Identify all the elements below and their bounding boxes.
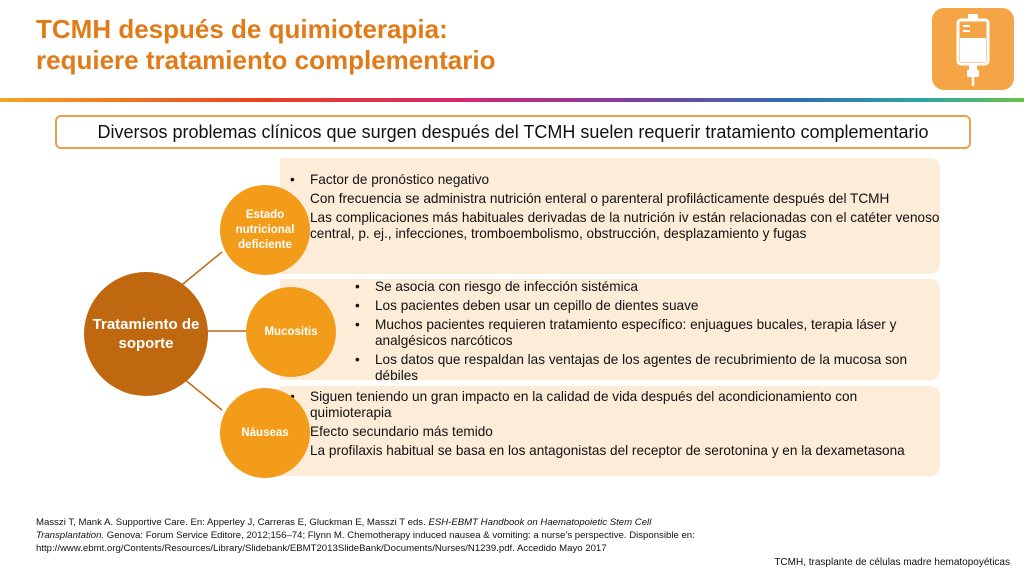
reference-text-2: Genova: Forum Service Editore, 2012;156–74; Flynn M. Chemotherapy induced nausea & vomiting: a nurse’s perspective. Disponsible en: http://www.ebmt.org/Contents/Resources/Library/Slidebank/EBMT2013SlideBank/Documents/Nurses/N1239.pdf. Accedido Mayo 2017 — [36, 530, 695, 554]
list-item: • Los pacientes deben usar un cepillo de dientes suave — [375, 298, 940, 314]
list-item: • La profilaxis habitual se basa en los antagonistas del receptor de serotonina y en la dexametasona — [310, 443, 940, 459]
list-nutrition — [280, 158, 940, 242]
reference-book-title: ESH-EBMT Handbook on Haematopoietic Stem Cell Transplantation. — [36, 517, 652, 541]
reference-text-1: Masszi T, Mank A. Supportive Care. En: Apperley J, Carreras E, Gluckman E, Masszi T eds. — [36, 517, 429, 528]
node-mucositis-label: Mucositis — [264, 325, 318, 338]
panel-nausea — [280, 386, 940, 476]
list-item: • Efecto secundario más temido — [310, 424, 940, 440]
center-node — [84, 272, 208, 396]
list-item: • Factor de pronóstico negativo — [310, 172, 940, 188]
node-nausea-label: Náuseas — [241, 426, 289, 439]
abbreviation-note: TCMH, trasplante de células madre hematopoyéticas — [774, 557, 1010, 568]
references — [36, 516, 696, 555]
list-item: • Con frecuencia se administra nutrición enteral o parenteral profilácticamente después del TCMH — [310, 191, 940, 207]
node-mucositis — [246, 287, 336, 377]
intro-banner: Diversos problemas clínicos que surgen después del TCMH suelen requerir tratamiento complementario — [55, 115, 971, 149]
list-mucositis — [280, 279, 940, 384]
list-item: • Se asocia con riesgo de infección sistémica — [375, 279, 940, 295]
panel-nutrition — [280, 158, 940, 274]
node-nausea — [220, 388, 310, 478]
node-nutrition — [220, 185, 310, 275]
center-node-label: Tratamiento de soporte — [92, 316, 200, 352]
node-nutrition-label: Estado nutricional deficiente — [235, 208, 295, 251]
list-item: • Siguen teniendo un gran impacto en la calidad de vida después del acondicionamiento con quimioterapia — [310, 389, 940, 421]
panel-mucositis — [280, 279, 940, 383]
list-item: • Los datos que respaldan las ventajas de los agentes de recubrimiento de la mucosa son débiles — [375, 352, 940, 384]
title-line-2: requiere tratamiento complementario — [36, 45, 496, 75]
list-item: • Muchos pacientes requieren tratamiento específico: enjuagues bucales, terapia láser y analgésicos narcóticos — [375, 317, 940, 349]
list-item: • Las complicaciones más habituales derivadas de la nutrición iv están relacionadas con el catéter venoso central, p. ej., infecciones, tromboembolismo, obstrucción, desplazamiento y fugas — [310, 210, 940, 242]
list-nausea — [280, 386, 940, 459]
title-line-1: TCMH después de quimioterapia: — [36, 14, 448, 44]
